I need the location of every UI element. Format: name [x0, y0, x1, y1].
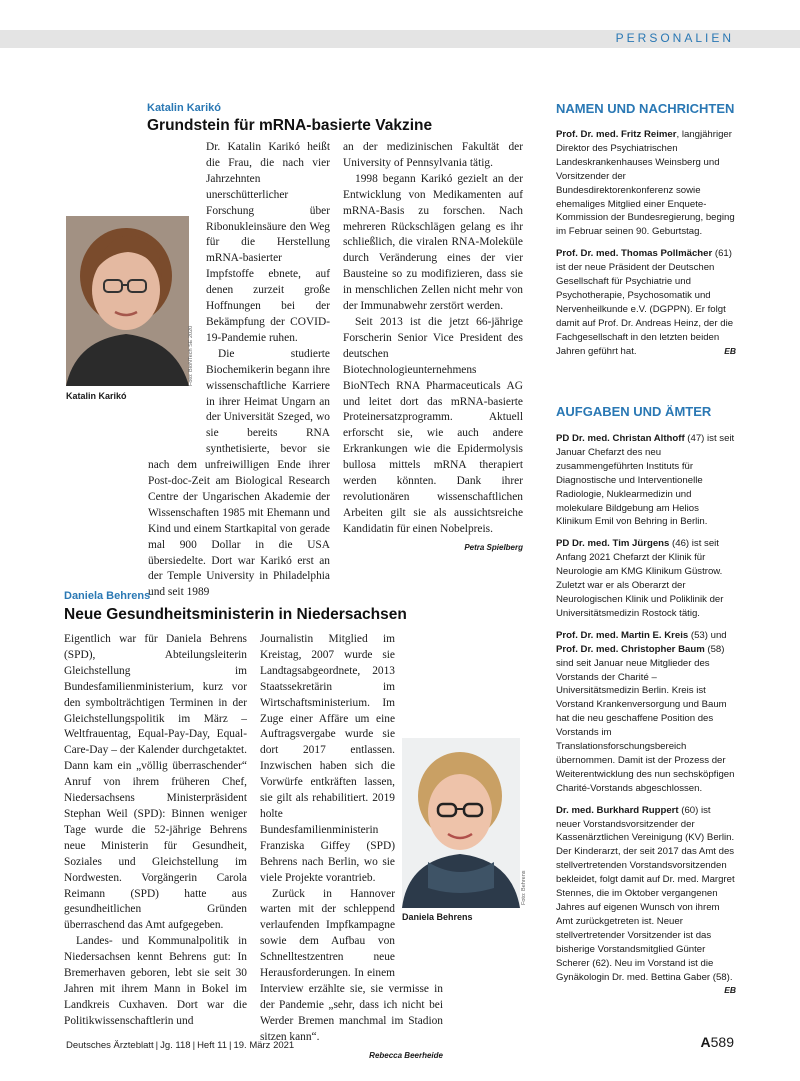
article1-column2: [343, 140, 523, 556]
article1-paragraph: Die studierte Biochemikerin begann ihre wissenschaftliche Karriere in ihrer Heimat Ungarn an der Universität Szeged, wo sie bereits RNA synthetisierte, bevor sie nach dem unfreiwilligen Ende ihrer Post-doc-Zeit am Biological Research Centre der Ungarischen Akademie der Wissenschaften 1985 mit Ehemann und Kind und einem Startkapital von gerade mal 900 Dollar in die USA übersiedelte. Dort war Karikó erst an der Temple University in Philadelphia und seit 1989: [148, 347, 330, 599]
article2-paragraph: Landes- und Kommunalpolitik in Niedersachsen kennt Behrens gut: In Bremerhaven geboren, lebt sie seit 30 Jahren mit ihrem Mann in Bokel im Landkreis Cuxhaven. Dort war die Politikwissenschaftlerin und: [64, 935, 247, 1027]
person-name: Prof. Dr. med. Thomas Pollmächer: [556, 248, 713, 260]
section-label: PERSONALIEN: [615, 31, 734, 45]
article1-paragraph: Dr. Katalin Karikó heißt die Frau, die nach vier Jahrzehnten unerschütterlicher Forschung über Ribonukleinsäure den Weg für die Herstellung mRNA-basierter Impfstoffe ebnete, auf denen zurzeit große Hoffnungen bei der Bekämpfung der COVID-19-Pandemie ruhen.: [206, 141, 330, 344]
sidebar-roles-item: PD Dr. med. Christan Althoff (47) ist seit Januar Chefarzt des neu zusammengeführten Instituts für Diagnostische und Interventionelle Radiologie, Nuklearmedizin und molekulare Bildgebung am Helios Klinikum Emil von Behring in Berlin.: [556, 433, 735, 528]
person-name: PD Dr. med. Tim Jürgens: [556, 538, 670, 550]
sidebar-news-item: Prof. Dr. med. Thomas Pollmächer (61) ist der neue Präsident der Deutschen Gesellschaft für Psychiatrie und Psychotherapie, Psychosomatik und Nervenheilkunde e.V. (DGPPN). Er folgt damit auf Prof. Dr. Andreas Heinz, der die Fachgesellschaft in den letzten beiden Jahren geführt hat. EB: [556, 248, 736, 357]
sidebar-heading-names: NAMEN UND NACHRICHTEN: [556, 101, 735, 116]
footer-journal: Deutsches Ärzteblatt: [66, 1040, 154, 1051]
article1-paragraph: 1998 begann Karikó gezielt an der Entwicklung von Medikamenten auf mRNA-Basis zu forschen. Nach mehreren Rückschlägen gelang es ihr schließlich, die viralen RNA-Moleküle durch Veränderung eines der vier Bausteine so zu modifizieren, dass sie in menschlichen Zellen nicht mehr von der Immunabwehr zerstört werden.: [343, 172, 523, 313]
sidebar-roles-item: PD Dr. med. Tim Jürgens (46) ist seit Anfang 2021 Chefarzt der Klinik für Neurologie am KMG Klinikum Güstrow. Zuletzt war er als Oberarzt der Neurologischen Klinik und Poliklinik der Universitätsmedizin Rostock tätig.: [556, 538, 724, 619]
article2-column1: [64, 632, 247, 1030]
footer-issue: Heft 11: [197, 1040, 227, 1051]
sidebar-news-list: [556, 128, 736, 359]
page-number: [701, 1034, 734, 1050]
sidebar-news-item: Prof. Dr. med. Fritz Reimer, langjähriger Direktor des Psychiatrischen Landeskrankenhauses Weinsberg und Vorsitzender der Bundesdirektorenkonferenz sowie ehemaliges Mitglied einer Enquete-Kommission der Bundesregierung, beging im Februar seinen 90. Geburtstag.: [556, 129, 735, 238]
sidebar-signature: EB: [724, 985, 736, 996]
page-prefix: A: [700, 1034, 711, 1050]
person-name: PD Dr. med. Christan Althoff: [556, 433, 685, 444]
article2-kicker: Daniela Behrens: [64, 590, 151, 602]
article1-paragraph: Seit 2013 ist die jetzt 66-jährige Forscherin Senior Vice President des deutschen Biotechnologieunternehmens BioNTech RNA Pharmaceuticals AG und leitet dort das mRNA-basierte Proteinersatzprogramm. Aktuell erforscht sie, wie auch andere Erkrankungen wie die Epidermolysis bullosa mittels mRNA therapiert werden könnten. Dank ihrer revolutionären wissenschaftlichen Arbeiten gilt sie als aussichtsreiche Kandidatin für einen Nobelpreis.: [343, 315, 523, 535]
footer: Deutsches Ärzteblatt | Jg. 118 | Heft 11 | 19. März 2021: [66, 1040, 295, 1051]
article2-paragraph: Eigentlich war für Daniela Behrens (SPD), Abteilungsleiterin Gleichstellung im Bundesfamilienministerium, kurz vor den symbolträchtigen Terminen in der Gleichstellungspolitik im März – Weltfrauentag, Equal-Pay-Day, Equal-Care-Day – der Kalender durchgetaktet. Dann kam ein „völlig überraschender“ Anruf von ihrem früheren Chef, Niedersachsens Ministerpräsident Stephan Weil (SPD): Binnen weniger Tage wurde die 52-jährige Behrens neue Ministerin für Gesundheit, Soziales und Gleichstellung im Nordwesten. Vorgängerin Carola Reimann (SPD) hatte aus gesundheitlichen Gründen überraschend das Amt aufgegeben.: [64, 633, 247, 932]
article1-kicker: Katalin Karikó: [147, 102, 221, 114]
article2-photo-credit: Foto: Behrens: [521, 870, 527, 905]
sidebar-roles-item: Dr. med. Burkhard Ruppert (60) ist neuer Vorstandsvorsitzender der Kassenärztlichen Vereinigung (KV) Berlin. Der Kinderarzt, der seit 2017 das Amt des stellvertretenden Vorstandsvorsitzenden bekleidet, folgt damit auf Dr. med. Margret Stennes, die im Oktober vergangenen Jahres auf eigenen Wunsch von ihrem Amt zurückgetreten ist. Neuer stellvertretender Vorsitzender ist das bisherige Vorstandsmitglied Günter Scherer (62). Neu im Vorstand ist die Gynäkologin Dr. med. Bettina Gaber (58). EB: [556, 804, 736, 985]
article2-photo-caption: Daniela Behrens: [402, 912, 473, 922]
article2-column2: [260, 632, 443, 1063]
sidebar-heading-roles: AUFGABEN UND ÄMTER: [556, 404, 712, 419]
article1-photo-credit: Foto: BioNTech SE 2020: [188, 325, 194, 386]
photo-wrap-spacer: [148, 204, 206, 450]
photo-wrap-spacer: [395, 736, 443, 976]
article2-headline: Neue Gesundheitsministerin in Niedersachsen: [64, 606, 407, 623]
person-name: Prof. Dr. med. Fritz Reimer: [556, 129, 677, 140]
person-name: Prof. Dr. med. Christopher Baum: [556, 643, 705, 655]
article2-paragraph: Zurück in Hannover warten mit der schleppend verlaufenden Impfkampagne sowie dem Aufbau von Schnelltestzentren neue Herausforderungen. In einem Interview erzählte sie, sie vermisse in der Pandemie „sehr, dass ich nicht bei Werder Bremen manchmal im Stadion sitzen kann“.: [260, 887, 443, 1043]
article1-column1: [148, 140, 330, 601]
sidebar-signature: EB: [724, 345, 736, 356]
article1-headline: Grundstein für mRNA-basierte Vakzine: [147, 117, 433, 134]
article1-paragraph: an der medizinischen Fakultät der University of Pennsylvania tätig.: [343, 141, 523, 169]
sidebar-roles-list: [556, 432, 736, 998]
person-name: Dr. med. Burkhard Ruppert: [556, 804, 679, 816]
article1-signature: Petra Spielberg: [464, 542, 523, 552]
article2-signature: Rebecca Beerheide: [369, 1050, 443, 1060]
person-name: Prof. Dr. med. Martin E. Kreis: [556, 629, 689, 641]
page-number-value: 589: [710, 1034, 734, 1050]
sidebar-roles-item: Prof. Dr. med. Martin E. Kreis (53) und Prof. Dr. med. Christopher Baum (58) sind seit Januar neue Mitglieder des Vorstands der Charité – Universitätsmedizin Berlin. Kreis ist Vorstand Krankenversorgung und Baum hat die neu geschaffene Position des Vorstands im Translationsforschungsbereich übernommen. Damit ist der Prozess der Weiterentwicklung des nun sechsköpfigen Charité-Vorstands abgeschlossen.: [556, 629, 735, 794]
article2-paragraph: Journalistin Mitglied im Kreistag, 2007 wurde sie Landtagsabgeordnete, 2013 Staatssekretärin im Wirtschaftsministerium. Im Zuge einer Affäre um eine Auftragsvergabe wurde sie dort 2017 entlassen. Inzwischen haben sich die Vorwürfe entkräften lassen, sie gilt als rehabilitiert. 2019 holte Bundesfamilienministerin Franziska Giffey (SPD) Behrens nach Berlin, wo sie viele Projekte vorantrieb.: [260, 633, 395, 884]
article1-photo-caption: Katalin Karikó: [66, 391, 127, 401]
footer-date: 19. März 2021: [233, 1040, 295, 1051]
footer-volume: Jg. 118: [160, 1040, 191, 1051]
